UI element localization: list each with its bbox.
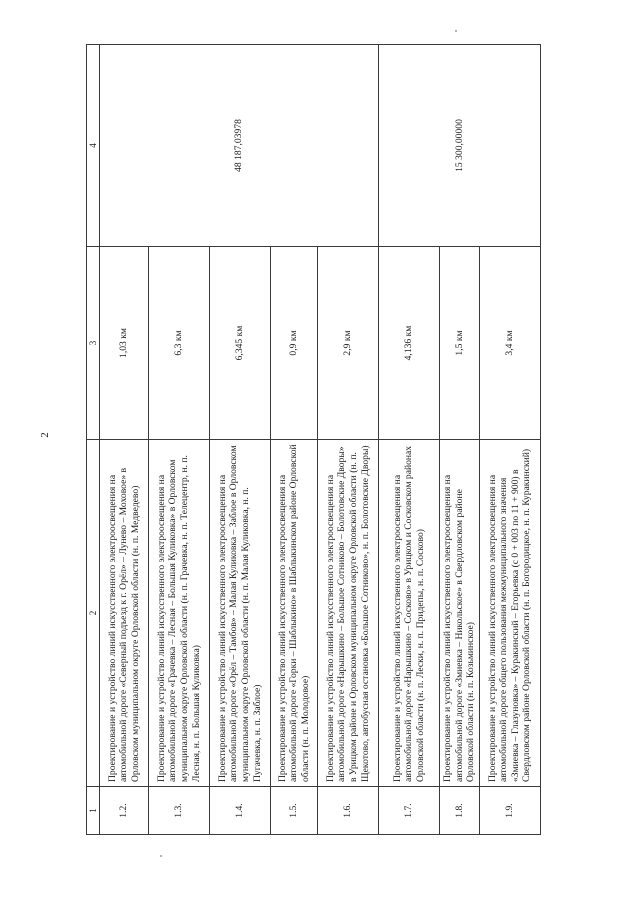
row-number: 1.4. (210, 787, 271, 835)
row-length: 4,136 км (379, 247, 440, 440)
scan-speck (455, 30, 457, 32)
row-description: Проектирование и устройство линий искусственного электроосвещения на автомобильной дороге общего пользования межмуниципального значения «Змиевка – Глазуновка» – Куракинский – Егорьевка (с 0 + 003 по 11 + 900) в Свердловском районе Орловской области (н. п. Богородицкое, н. п. Куракинский) (479, 440, 540, 787)
row-description: Проектирование и устройство линий искусственного электроосвещения на автомобильной дороге «Нарышкино – Сосково» в Урицком и Сосковском районах Орловской области (н. п. Лески, н. п. Придепы, н. п. Сосково) (379, 440, 440, 787)
row-length: 6,345 км (210, 247, 271, 440)
header-col-4: 4 (87, 45, 100, 247)
row-amount: 15 300,00000 (379, 45, 541, 247)
row-description: Проектирование и устройство линий искусственного электроосвещения на автомобильной дороге «Грачевка – Лесная – Большая Куликовка» в Орловском муниципальном округе Орловской области (н. п. Грачевка, н. п. Телецентр, н. п. Лесная, н. п. Большая Куликовка) (149, 440, 210, 787)
row-length: 0,9 км (271, 247, 318, 440)
header-col-1: 1 (87, 787, 100, 835)
row-number: 1.6. (318, 787, 379, 835)
row-number: 1.9. (479, 787, 540, 835)
row-length: 2,9 км (318, 247, 379, 440)
table-container (86, 45, 533, 835)
row-description: Проектирование и устройство линий искусственного электроосвещения на автомобильной дороге «Северный подъезд к г. Орёл» – Лунево – Моховое» в Орловском муниципальном округе Орловской области (н. п. Медведево) (100, 440, 149, 787)
table-row (379, 45, 440, 835)
row-number: 1.5. (271, 787, 318, 835)
row-length: 1,03 км (100, 247, 149, 440)
row-length: 3,4 км (479, 247, 540, 440)
table-row (100, 45, 149, 835)
row-description: Проектирование и устройство линий искусственного электроосвещения на автомобильной дороге «Нарышкино – Большое Сотниково – Болотовские Дворы» в Урицком районе и Орловском муниципальном округе Орловской области (н. п. Щекотово, автобусная остановка «Большое Сотниково», н. п. Болотовские Дворы) (318, 440, 379, 787)
row-description: Проектирование и устройство линий искусственного электроосвещения на автомобильной дороге «Орёл – Тамбов» – Малая Куликовка – Заблое в Орловском муниципальном округе Орловской области (н. п. Малая Куликовка, н. п. Пугачевка, н. п. Заблое) (210, 440, 271, 787)
header-col-3: 3 (87, 247, 100, 440)
row-number: 1.8. (440, 787, 480, 835)
header-col-2: 2 (87, 440, 100, 787)
row-description: Проектирование и устройство линий искусственного электроосвещения на автомобильной дороге «Змиевка – Никольское» в Свердловском районе Орловской области (н. п. Козьминское) (440, 440, 480, 787)
row-length: 1,5 км (440, 247, 480, 440)
row-number: 1.3. (149, 787, 210, 835)
table-header-row (87, 45, 100, 835)
row-number: 1.7. (379, 787, 440, 835)
rotated-page-content (86, 45, 533, 835)
page-number: 2 (39, 432, 51, 438)
scan-speck (160, 855, 162, 857)
row-length: 6,3 км (149, 247, 210, 440)
row-number: 1.2. (100, 787, 149, 835)
objects-table (86, 44, 541, 835)
row-description: Проектирование и устройство линий искусственного электроосвещения на автомобильной дороге «Горки – Шаблыкино» в Шаблыкинском районе Орловской области (н. п. Молодовое) (271, 440, 318, 787)
row-amount: 48 187,03978 (100, 45, 379, 247)
